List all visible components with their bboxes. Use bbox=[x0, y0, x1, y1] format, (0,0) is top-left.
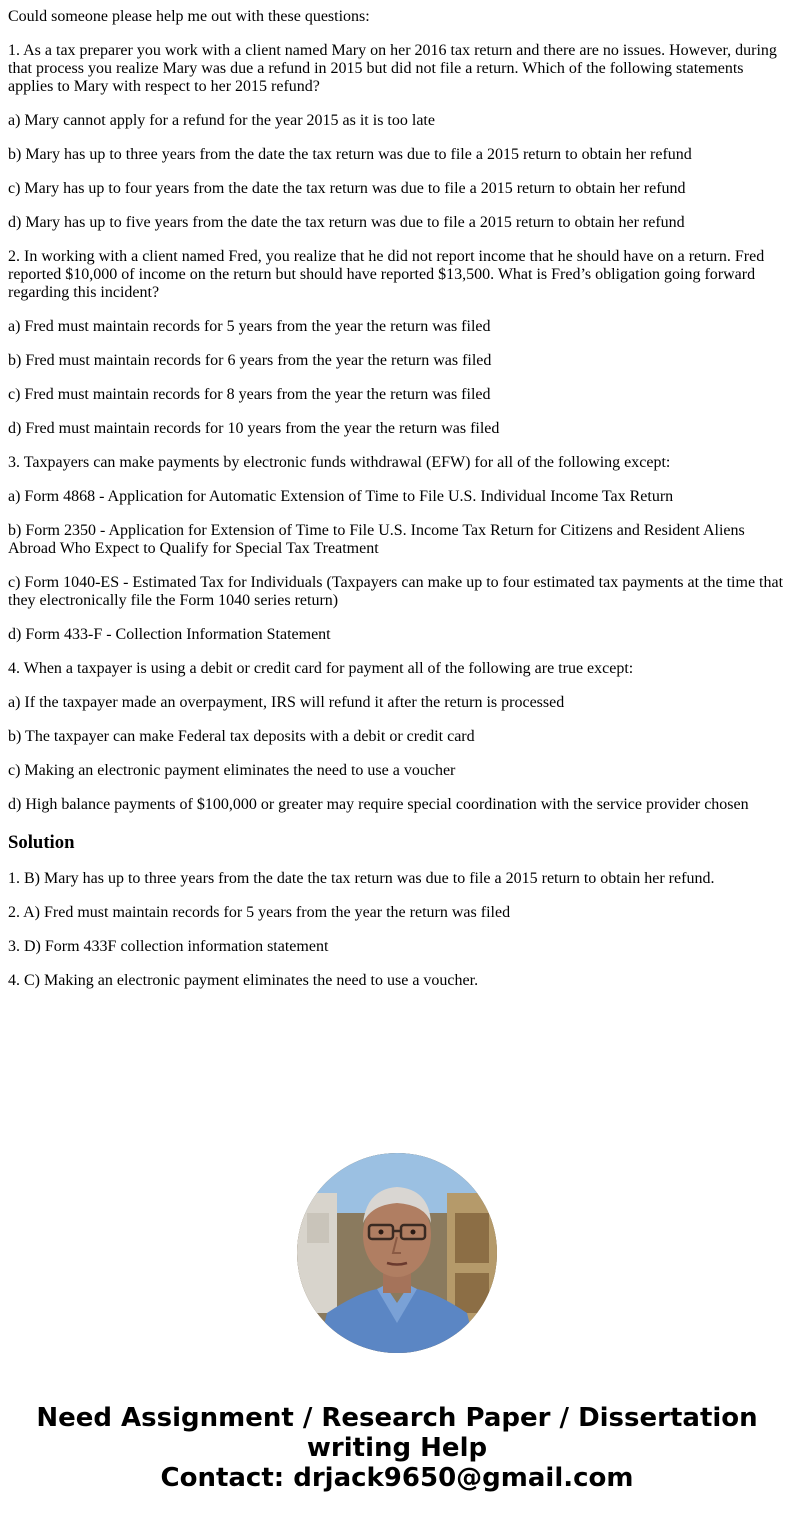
question-2: 2. In working with a client named Fred, you realize that he did not report income that he should have on a return. Fred reported $10,000 of income on the return but should have reported $13,500. What is Fred’s obligation going forward regarding this incident? bbox=[8, 248, 765, 301]
solution-answer-2: 2. A) Fred must maintain records for 5 years from the year the return was filed bbox=[8, 904, 511, 921]
intro-text: Could someone please help me out with these questions: bbox=[8, 8, 370, 25]
question-2-option-d: d) Fred must maintain records for 10 years from the year the return was filed bbox=[8, 420, 500, 437]
question-3-option-d: d) Form 433-F - Collection Information Statement bbox=[8, 626, 331, 643]
question-1-option-b: b) Mary has up to three years from the date the tax return was due to file a 2015 return to obtain her refund bbox=[8, 146, 692, 163]
question-1-option-d: d) Mary has up to five years from the date the tax return was due to file a 2015 return to obtain her refund bbox=[8, 214, 685, 231]
footer-contact-banner bbox=[0, 1403, 794, 1493]
footer-contact-email: Contact: drjack9650@gmail.com bbox=[160, 1463, 634, 1493]
author-avatar bbox=[297, 1153, 497, 1353]
question-3-option-c: c) Form 1040-ES - Estimated Tax for Individuals (Taxpayers can make up to four estimated tax payments at the time that they electronically file the Form 1040 series return) bbox=[8, 574, 784, 609]
solution-answer-1: 1. B) Mary has up to three years from the date the tax return was due to file a 2015 return to obtain her refund. bbox=[8, 870, 715, 887]
question-4-option-a: a) If the taxpayer made an overpayment, IRS will refund it after the return is processed bbox=[8, 694, 565, 711]
question-4-option-d: d) High balance payments of $100,000 or greater may require special coordination with the service provider chosen bbox=[8, 796, 749, 813]
question-3-option-b: b) Form 2350 - Application for Extension of Time to File U.S. Income Tax Return for Citizens and Resident Aliens Abroad Who Expect to Qualify for Special Tax Treatment bbox=[8, 522, 745, 557]
question-3-option-a: a) Form 4868 - Application for Automatic Extension of Time to File U.S. Individual Income Tax Return bbox=[8, 488, 674, 505]
question-4-option-c: c) Making an electronic payment eliminates the need to use a voucher bbox=[8, 762, 456, 779]
question-1-option-c: c) Mary has up to four years from the date the tax return was due to file a 2015 return to obtain her refund bbox=[8, 180, 686, 197]
solution-answer-4: 4. C) Making an electronic payment eliminates the need to use a voucher. bbox=[8, 972, 479, 989]
solution-heading: Solution bbox=[8, 832, 75, 853]
footer-line-1: Need Assignment / Research Paper / Dissertation bbox=[36, 1403, 758, 1433]
question-4: 4. When a taxpayer is using a debit or credit card for payment all of the following are true except: bbox=[8, 660, 634, 677]
question-1: 1. As a tax preparer you work with a client named Mary on her 2016 tax return and there are no issues. However, during that process you realize Mary was due a refund in 2015 but did not file a return. Which of the following statements applies to Mary with respect to her 2015 refund? bbox=[8, 42, 777, 95]
question-2-option-a: a) Fred must maintain records for 5 years from the year the return was filed bbox=[8, 318, 491, 335]
question-2-option-c: c) Fred must maintain records for 8 years from the year the return was filed bbox=[8, 386, 491, 403]
footer-line-2: writing Help bbox=[306, 1433, 488, 1463]
question-3: 3. Taxpayers can make payments by electronic funds withdrawal (EFW) for all of the following except: bbox=[8, 454, 671, 471]
question-4-option-b: b) The taxpayer can make Federal tax deposits with a debit or credit card bbox=[8, 728, 475, 745]
question-2-option-b: b) Fred must maintain records for 6 years from the year the return was filed bbox=[8, 352, 492, 369]
author-portrait-image bbox=[297, 1153, 497, 1353]
question-1-option-a: a) Mary cannot apply for a refund for the year 2015 as it is too late bbox=[8, 112, 435, 129]
document-body bbox=[8, 0, 786, 1006]
solution-answer-3: 3. D) Form 433F collection information statement bbox=[8, 938, 329, 955]
